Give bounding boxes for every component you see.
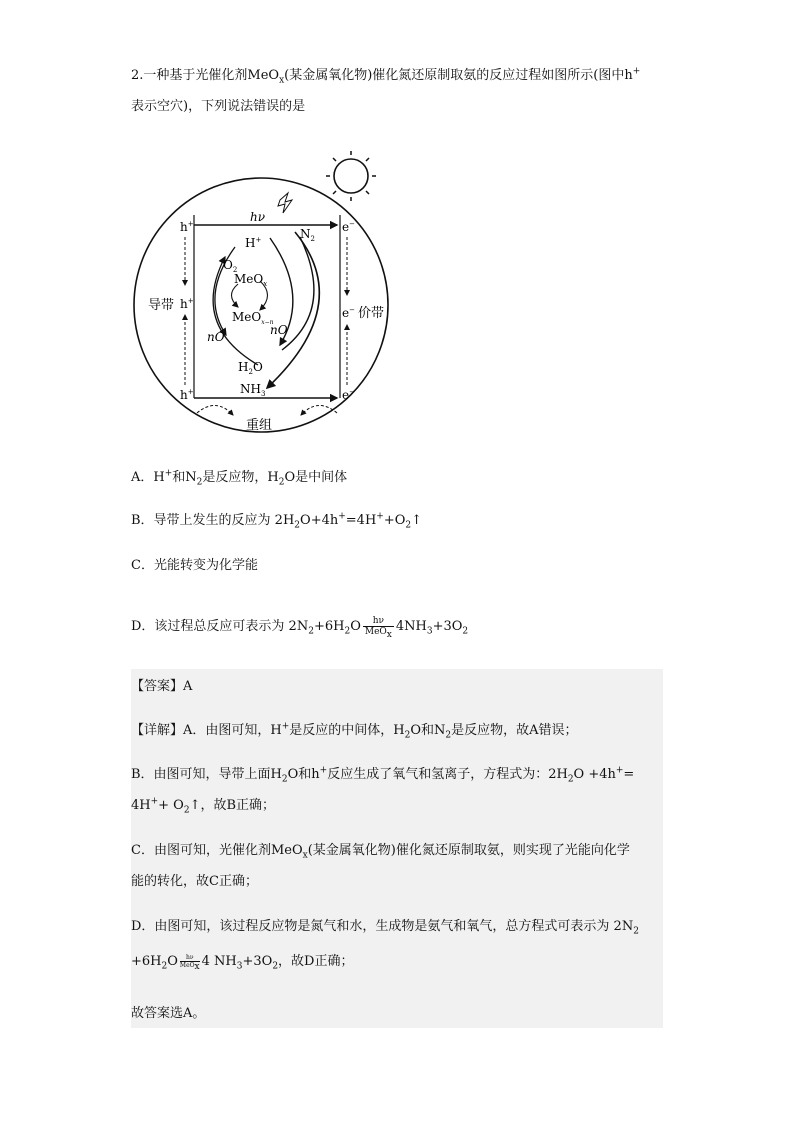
valence-band-label: 价带: [358, 306, 385, 321]
detail-c-line2: 能的转化，故C正确；: [131, 874, 258, 889]
detail-b-line1: B．由图可知，导带上面$H_2O$和h+反应生成了氧气和氢离子，方程式为：$2H_2O +4h^+=$: [131, 765, 635, 785]
answer-label: 【答案】A: [131, 679, 193, 694]
sun-icon: [326, 151, 376, 201]
e-minus-bottom: e−: [342, 388, 355, 402]
detail-d-line1: D．由图可知，该过程反应物是氮气和水，生成物是氨气和氧气，总方程式可表示为 $2N_2$: [131, 919, 639, 937]
h-plus-bottom: h+: [180, 388, 194, 402]
photocatalysis-diagram: [130, 145, 420, 445]
h-plus-mid: h+: [180, 297, 194, 311]
option-d: D．该过程总反应可表示为 $2N_2+6H_2O$ hν MeO$_x$ $4NH_3+3O_2$: [131, 616, 469, 640]
h-plus-top: h+: [180, 220, 194, 234]
N2-label: $N_2$: [300, 227, 315, 243]
MeOx-label: MeO$_x$: [234, 272, 268, 288]
NH3-label: $NH_3$: [240, 382, 266, 398]
question-line-2: 表示空穴)，下列说法错误的是: [131, 99, 306, 114]
detail-b-line2: $4H^++ O_2↑$，故B正确；: [131, 796, 276, 816]
O2-label: $O_2$: [223, 258, 238, 274]
option-a: A．H+和$N_2$是反应物，$H_2O$是中间体: [131, 468, 348, 488]
H-plus-label: H+: [245, 236, 262, 250]
detail-a: 【详解】A．由图可知，H+是反应的中间体，$H_2O$和$N_2$是反应物，故A错误；: [131, 721, 578, 741]
e-minus-top: e−: [342, 220, 355, 234]
detail-c-line1: C．由图可知，光催化剂MeO$_x$(某金属氧化物)催化氮还原制取氨，则实现了光能向化学: [131, 843, 630, 861]
recombination-label: 重组: [246, 418, 273, 433]
nO-left-label: nO: [207, 330, 225, 344]
e-minus-mid: e−: [342, 306, 355, 320]
question-line-1: 2.一种基于光催化剂MeO$_x$(某金属氧化物)催化氮还原制取氨的反应过程如图所示(图中h+: [131, 66, 641, 86]
lightning-icon: [278, 193, 292, 213]
MeOxn-label: MeO$_{x-n}$: [232, 310, 274, 326]
hv-label: hν: [250, 210, 266, 224]
option-b: B．导带上发生的反应为 $2H_2O+4h^+=4H^++O_2↑$: [131, 511, 423, 531]
nO-right-label: nO: [270, 323, 288, 337]
conduction-band-label: 导带: [148, 298, 175, 313]
final-answer: 故答案选A。: [131, 1006, 206, 1021]
option-c: C．光能转变为化学能: [131, 558, 258, 573]
detail-d-line2: $+6H_2O$ hν MeO$_x$ 4 $NH_3+3O_2$，故D正确；: [131, 954, 354, 973]
H2O-label: $H_2O$: [238, 360, 263, 376]
